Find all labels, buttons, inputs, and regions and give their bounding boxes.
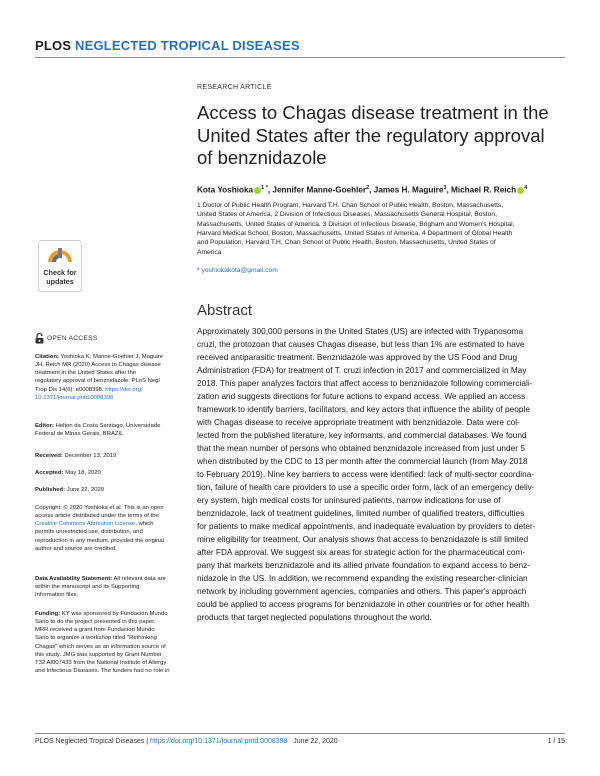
journal-publisher: PLOS: [35, 38, 72, 53]
abstract-line: with Chagas disease to receive appropriate treatment with benznidazole. Data were col-: [197, 417, 520, 427]
open-access-label: OPEN ACCESS: [47, 335, 98, 342]
data-availability-text: All relevant data are: [112, 576, 166, 582]
abstract-line: pany that markets benznidazole and its allied private foundation to expand access to benz-: [197, 560, 531, 570]
footer-date: June 22, 2020: [293, 738, 338, 745]
funding-text: Sano to organize a workshop titled "Rethinking: [35, 635, 157, 642]
published-value: June 22, 2020: [65, 487, 105, 493]
data-availability-block: [35, 575, 166, 599]
data-availability-text: Information files.: [35, 592, 79, 599]
license-link[interactable]: Creative Commons Attribution License: [35, 521, 136, 528]
data-availability-text: within the manuscript and its Supporting: [35, 584, 140, 591]
author-affiliation-mark: 3: [443, 185, 447, 191]
abstract-line: when distributed by the CDC to 13 per month after the commercial launch (from May 2018: [197, 456, 528, 466]
abstract-line: to February 2019). Nine key barriers to access were identified: lack of multi-sector coordina-: [197, 469, 535, 479]
header-rule: [35, 57, 565, 58]
editor-text: Helton da Costa Santiago, Universidade: [53, 423, 161, 429]
copyright-text: reproduction in any medium, provided the original: [35, 537, 165, 544]
abstract-body: [197, 325, 565, 624]
accepted-date: [35, 469, 163, 477]
abstract-line: tion, failure of health care providers to use a specific order form, lack of an emergency deliv-: [197, 482, 535, 492]
accepted-value: May 18, 2020: [63, 470, 101, 476]
abstract-heading: Abstract: [197, 302, 253, 319]
copyright-block: [35, 504, 163, 553]
abstract-line: Administration (FDA) for treatment of T. cruzi infection in 2017 and commercialized in May: [197, 365, 527, 375]
abstract-line: products that target neglected populations throughout the world.: [197, 612, 432, 622]
corresponding-email[interactable]: [197, 267, 278, 274]
abstract-line: nidazole in the US. In addition, we recommend expanding the existing researcher-clinician: [197, 573, 528, 583]
author-name[interactable]: James H. Maguire: [373, 185, 444, 195]
affiliation-line: and Population, Harvard T.H. Chan School of Public Health, Boston, Massachusetts, United States of: [197, 239, 496, 247]
abstract-line: benznidazole, lack of treatment guidelines, limited number of qualified treaters, difficulties: [197, 508, 525, 518]
check-for-updates-label[interactable]: [38, 269, 82, 286]
funding-text: MRR received a grant from Fundación Mundo: [35, 627, 155, 634]
footer-doi-link[interactable]: https://doi.org/10.1371/journal.pntd.0008398: [150, 738, 288, 745]
affiliation-line: United States of America, 2 Division of Infectious Diseases, Massachusetts General Hospital, Boston,: [197, 211, 497, 219]
published-date: [35, 486, 163, 494]
abstract-line: zation and suggests directions for future actions to expand access. We applied an access: [197, 391, 526, 401]
author-name[interactable]: Jennifer Manne-Goehler: [272, 185, 367, 195]
editor-text: Federal de Minas Gerais, BRAZIL: [35, 431, 124, 438]
author-affiliation-mark: 2: [366, 185, 370, 191]
abstract-line: ery system, high medical costs for uninsured patients, narrow indications for use of: [197, 495, 501, 505]
affiliation-line: 1 Doctor of Public Health Program, Harvard T.H. Chan School of Public Health, Boston, Massachusetts,: [197, 202, 504, 209]
email-link[interactable]: yoshiokakota@gmail.com: [201, 267, 278, 274]
funding-text: and Infectious Diseases. The funders had no role in: [35, 668, 170, 675]
copyright-text: Copyright: © 2020 Yoshioka et al. This is an open: [35, 505, 164, 511]
funding-block: [35, 610, 170, 675]
citation-text: treatment in the United States after the: [35, 370, 137, 377]
abstract-line: Approximately 300,000 persons in the United States (US) are infected with Trypanosoma: [197, 326, 524, 336]
title-line: United States after the regulatory approval: [197, 124, 545, 146]
author-affiliation-mark: 1 *: [261, 185, 268, 191]
abstract-line: cruzi, the protozoan that causes Chagas disease, but less than 1% are estimated to have: [197, 339, 525, 349]
journal-name: NEGLECTED TROPICAL DISEASES: [75, 38, 300, 53]
abstract-line: 2018. This paper analyzes factors that affect access to benznidazole following commerciali-: [197, 378, 533, 388]
citation-doi-link[interactable]: 10.1371/journal.pntd.0008398: [35, 394, 114, 401]
editor-label: Editor:: [35, 423, 54, 429]
abstract-line: lected from the published literature, key informants, and commercial databases. We found: [197, 430, 527, 440]
abstract-line: received antiparasitic treatment. Benznidazole was approved by the US Food and Drug: [197, 352, 518, 362]
footer-citation: [35, 738, 338, 745]
corresponding-mark: *: [197, 267, 200, 274]
copyright-text: access article distributed under the terms of the: [35, 513, 159, 520]
copyright-text: author and source are credited.: [35, 545, 117, 552]
citation-doi-link[interactable]: https://doi.org/: [105, 386, 143, 393]
check-label-line: updates: [46, 276, 74, 286]
funding-text: Sano to do the project presented in this paper.: [35, 619, 156, 626]
published-label: Published:: [35, 487, 66, 493]
funding-text: Chagas" which serves as an information source of: [35, 643, 166, 650]
affiliation-line: Massachusetts, United States of America, 3 Division of Infectious Disease, Brigham and Women's Hospital,: [197, 220, 515, 228]
title-line: of benznidazole: [197, 147, 327, 168]
citation-text: regulatory approval of benznidazole. PLoS Negl: [35, 378, 160, 385]
affiliations: [197, 201, 565, 257]
citation-text: Yoshioka K, Manne-Goehler J, Maguire: [58, 354, 164, 360]
citation-label: Citation:: [35, 354, 59, 360]
footer-rule: [35, 733, 565, 734]
received-value: December 13, 2019: [62, 453, 117, 459]
abstract-line: could be applied to access programs for benznidazole in other countries or for other health: [197, 599, 530, 609]
abstract-line: mine eligibility for treatment. Our analysis shows that access to benznidazole is still limited: [197, 534, 529, 544]
abstract-line: framework to identify barriers, facilitators, and key actors that influence the ability of people: [197, 404, 530, 414]
affiliation-line: America: [197, 248, 222, 256]
abstract-line: network by including government agencies, companies and others. This paper's approach: [197, 586, 527, 596]
received-label: Received:: [35, 453, 63, 459]
copyright-text: , which: [135, 521, 154, 528]
author-name[interactable]: Michael R. Reich: [451, 185, 517, 195]
copyright-text: permits unrestricted use, distribution, and: [35, 529, 143, 536]
article-title: [197, 102, 567, 170]
page-number: 1 / 15: [547, 738, 565, 745]
citation-block: [35, 353, 163, 402]
journal-header: [35, 38, 300, 53]
author-list: Kota Yoshioka $^{1 *}$, Jennifer Manne-Goehler$^2$, James H. Maguire$^3$, Michael R. Reich $^4$: [197, 185, 528, 195]
editor-block: [35, 422, 163, 438]
funding-text: this study. JMG was supported by Grant Number: [35, 651, 162, 658]
check-label-line: Check for: [43, 268, 77, 277]
funding-label: Funding:: [35, 611, 61, 617]
abstract-line: for patients to make medical appointments, and inadequate evaluation by providers to deter-: [197, 521, 536, 531]
funding-text: T32 AI007433 from the National Institute of Allergy: [35, 659, 167, 666]
open-lock-icon: [35, 333, 44, 344]
abstract-line: that the mean number of persons who obtained benznidazole increased from just under 5: [197, 443, 525, 453]
author-name[interactable]: Kota Yoshioka: [197, 185, 254, 195]
article-type: RESEARCH ARTICLE: [197, 84, 272, 91]
citation-text: Trop Dis 14(6): e0008398.: [35, 386, 106, 393]
accepted-label: Accepted:: [35, 470, 64, 476]
author-affiliation-mark: 4: [524, 185, 528, 191]
affiliation-line: Harvard Medical School, Boston, Massachusetts, United States of America, 4 Department of Global Health: [197, 230, 513, 238]
title-line: Access to Chagas disease treatment in the: [197, 102, 549, 123]
data-availability-label: Data Availability Statement:: [35, 576, 113, 582]
abstract-line: after FDA approval. We suggest six areas for strategic action for the pharmaceutical com-: [197, 547, 526, 557]
received-date: [35, 452, 163, 460]
open-access-badge: [35, 333, 98, 344]
footer-journal: PLOS Neglected Tropical Diseases |: [35, 738, 151, 745]
citation-text: JH, Reich MR (2020) Access to Chagas disease: [35, 362, 161, 369]
funding-text: KY was sponsored by Fundación Mundo: [60, 611, 168, 617]
